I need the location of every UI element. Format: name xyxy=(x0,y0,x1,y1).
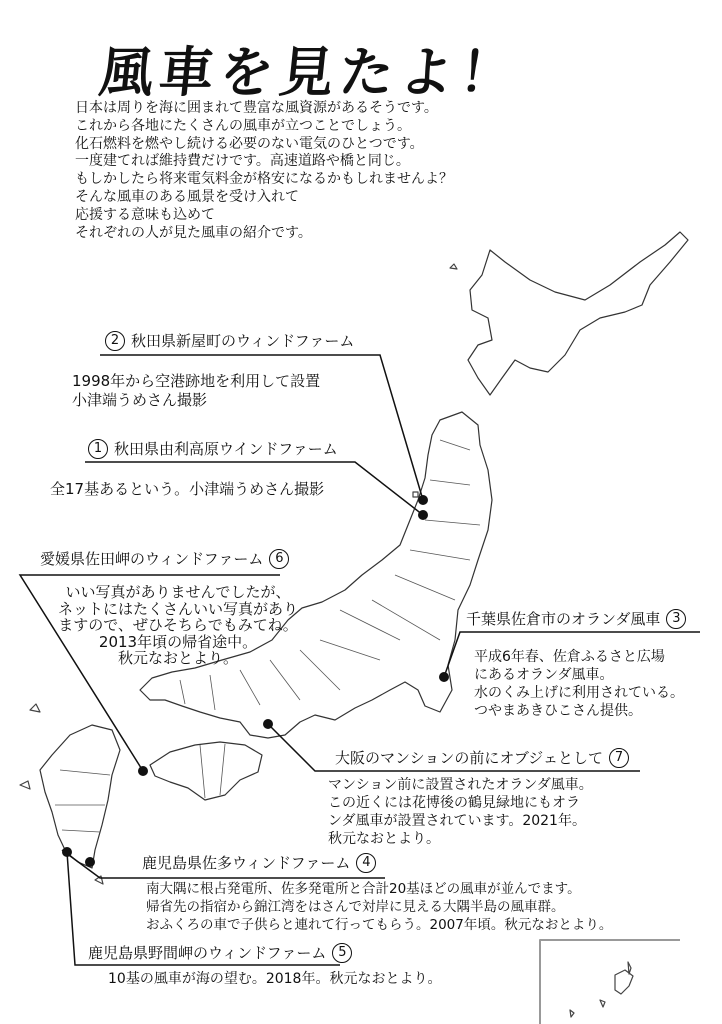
description-line: 全17基あるという。小津端うめさん撮影 xyxy=(50,480,325,498)
spot-number: 2 xyxy=(105,331,125,351)
description-line: つやまあきひこさん提供。 xyxy=(474,703,642,719)
okinawa-islands xyxy=(570,962,633,1017)
location-dot-2 xyxy=(418,495,428,505)
description-line: 帰省先の指宿から錦江湾をはさんで対岸に見える大隅半島の風車群。 xyxy=(146,899,565,915)
description-line: 1998年から空港跡地を利用して設置 xyxy=(72,372,321,390)
spot-2-description xyxy=(72,372,320,410)
kyushu-outline xyxy=(40,725,120,868)
location-dot-5 xyxy=(62,847,72,857)
description-line: にあるオランダ風車。 xyxy=(474,667,614,683)
spot-5-description xyxy=(108,970,441,988)
spot-number: 6 xyxy=(269,549,289,569)
description-line: 水のくみ上げに利用されている。 xyxy=(474,685,684,701)
description-line: 2013年頃の帰省途中。 xyxy=(98,632,258,651)
description-line: 秋元なおとより。 xyxy=(118,649,239,667)
spot-label: 鹿児島県佐多ウィンドファーム xyxy=(142,854,351,872)
spot-label: 秋田県由利高原ウインドファーム xyxy=(114,440,338,458)
intro-line: もしかしたら将来電気料金が格安になるかもしれませんよ？ xyxy=(75,171,453,188)
spot-number: 3 xyxy=(666,609,686,629)
spot-4-heading xyxy=(142,852,376,873)
intro-line: 一度建てれば維持費だけです。高速道路や橋と同じ。 xyxy=(75,153,410,170)
spot-3-heading xyxy=(466,608,686,629)
description-line: ますので、ぜひそちらでもみてね。 xyxy=(58,616,298,634)
intro-line: 化石燃料を燃やし続ける必要のない電気のひとつです。 xyxy=(75,135,424,152)
intro-line: これから各地にたくさんの風車が立つことでしょう。 xyxy=(75,117,411,134)
spot-label: 大阪のマンションの前にオブジェとして xyxy=(335,749,603,767)
spot-6-heading xyxy=(40,548,289,569)
spot-label: 千葉県佐倉市のオランダ風車 xyxy=(466,610,661,628)
intro-line: それぞれの人が見た風車の紹介です。 xyxy=(75,224,312,241)
description-line: おふくろの車で子供らと連れて行ってもらう。2007年頃。秋元なおとより。 xyxy=(146,917,613,933)
spot-label: 秋田県新屋町のウィンドファーム xyxy=(131,332,355,350)
description-line: いい写真がありませんでしたが、 xyxy=(65,583,291,601)
spot-label: 愛媛県佐田岬のウィンドファーム xyxy=(40,550,264,568)
description-line: 南大隅に根占発電所、佐多発電所と合計20基ほどの風車が並んでます。 xyxy=(146,881,581,897)
description-line: この近くには花博後の鶴見緑地にもオラ xyxy=(328,795,580,811)
spot-number: 7 xyxy=(609,748,629,768)
spot-7-description xyxy=(328,776,593,848)
intro-line: 日本は周りを海に囲まれて豊富な風資源があるそうです。 xyxy=(75,100,438,116)
description-line: ネットにはたくさんいい写真があり xyxy=(58,599,299,618)
location-dot-4 xyxy=(85,857,95,867)
spot-2-heading xyxy=(105,330,354,351)
shikoku-outline xyxy=(150,742,262,800)
intro-line: 応援する意味も込めて xyxy=(75,206,215,223)
description-line: 10基の風車が海の望む。2018年。秋元なおとより。 xyxy=(108,971,442,987)
intro-line: そんな風車のある風景を受け入れて xyxy=(75,188,299,205)
hokkaido-outline xyxy=(468,232,688,395)
spot-4-description xyxy=(146,880,612,934)
spot-1-description xyxy=(50,480,324,498)
spot-1-heading xyxy=(88,438,338,459)
description-line: 秋元なおとより。 xyxy=(328,831,440,847)
spot-3-description xyxy=(474,648,684,720)
page-title: 風車を見たよ！ xyxy=(96,40,523,104)
location-dot-6 xyxy=(138,766,148,776)
spot-number: 1 xyxy=(88,439,108,459)
spot-number: 5 xyxy=(332,943,352,963)
spot-6-description xyxy=(58,584,298,667)
spot-label: 鹿児島県野間岬のウィンドファーム xyxy=(88,944,327,962)
location-dot-1 xyxy=(418,510,428,520)
spot-7-heading xyxy=(335,747,629,768)
description-line: 平成6年春、佐倉ふるさと広場 xyxy=(474,649,665,665)
description-line: マンション前に設置されたオランダ風車。 xyxy=(328,777,593,793)
location-dot-3 xyxy=(439,672,449,682)
description-line: ンダ風車が設置されています。2021年。 xyxy=(328,813,586,829)
spot-5-heading xyxy=(88,942,352,963)
intro-text xyxy=(75,100,453,242)
spot-number: 4 xyxy=(356,853,376,873)
description-line: 小津端うめさん撮影 xyxy=(72,391,208,409)
location-dot-7 xyxy=(263,719,273,729)
okinawa-inset-frame xyxy=(540,940,680,1024)
